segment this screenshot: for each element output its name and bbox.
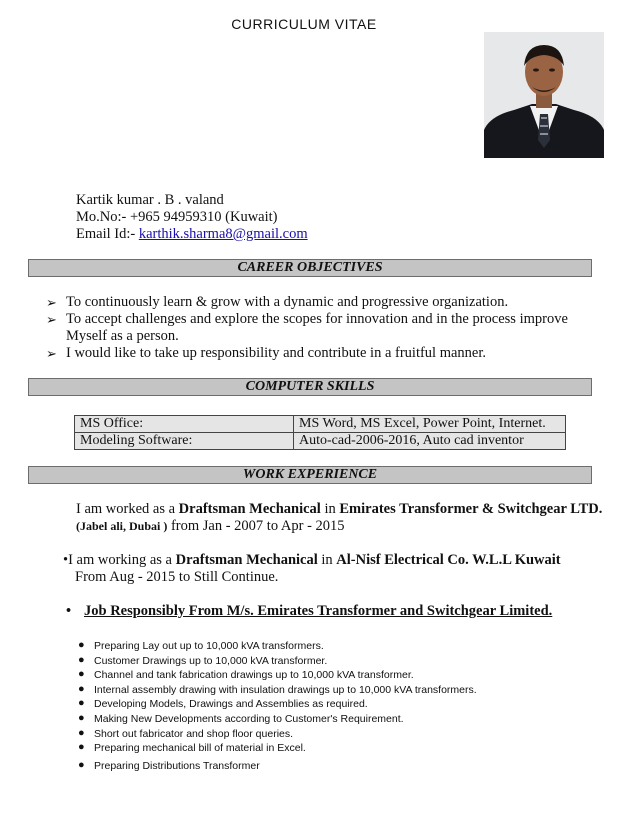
job-period: From Aug - 2015 to Still Continue.	[75, 569, 279, 585]
profile-photo-image	[484, 32, 604, 158]
email-line	[76, 226, 308, 243]
list-item: ● Customer Drawings up to 10,000 kVA transformer.	[78, 653, 328, 667]
round-bullet-icon: •	[63, 552, 69, 568]
tasks-list	[78, 639, 477, 773]
email-link[interactable]: karthik.sharma8@gmail.com	[138, 226, 308, 242]
email-label: Email Id:-	[76, 226, 139, 242]
profile-photo	[484, 32, 604, 158]
round-bullet-icon: ●	[78, 741, 85, 754]
list-item: ➢ To accept challenges and explore the scopes for innovation and in the process improve Myself as a person.	[46, 311, 568, 344]
work-entry-2	[63, 552, 623, 586]
computer-skills-header: COMPUTER SKILLS	[28, 378, 592, 396]
company-name: Al-Nisf Electrical Co. W.L.L Kuwait	[336, 552, 561, 568]
skill-value: MS Word, MS Excel, Power Point, Internet.	[294, 416, 566, 433]
job-role: Draftsman Mechanical	[175, 552, 318, 568]
list-item: ● Short out fabricator and shop floor queries.	[78, 726, 294, 740]
skill-label: Modeling Software:	[75, 433, 294, 450]
round-bullet-icon: •	[66, 603, 72, 619]
work-entry-1-line1: I am worked as a Draftsman Mechanical in Emirates Transformer & Switchgear LTD.	[76, 501, 603, 517]
mobile-number: Mo.No:- +965 94959310 (Kuwait)	[76, 209, 278, 225]
skill-label: MS Office:	[75, 416, 294, 433]
list-item: ➢ I would like to take up responsibility and contribute in a fruitful manner.	[46, 345, 487, 361]
round-bullet-icon: ●	[78, 726, 85, 739]
list-item: ● Developing Models, Drawings and Assemblies as required.	[78, 697, 368, 711]
company-name: Emirates Transformer & Switchgear LTD.	[339, 501, 603, 517]
work-experience-header: WORK EXPERIENCE	[28, 466, 592, 484]
list-item: ➢ To continuously learn & grow with a dynamic and progressive organization.	[46, 294, 509, 310]
list-item: ● Preparing mechanical bill of material in Excel.	[78, 741, 306, 755]
skills-table	[74, 415, 566, 450]
career-objectives-header: CAREER OBJECTIVES	[28, 259, 592, 277]
round-bullet-icon: ●	[78, 639, 85, 651]
list-item: ● Internal assembly drawing with insulation drawings up to 10,000 kVA transformers.	[78, 682, 477, 696]
round-bullet-icon: ●	[78, 653, 85, 666]
list-item: ● Making New Developments according to Customer's Requirement.	[78, 711, 404, 725]
round-bullet-icon: ●	[78, 711, 85, 724]
round-bullet-icon: ●	[78, 697, 85, 710]
job-responsibility-heading: • Job Responsibly From M/s. Emirates Transformer and Switchgear Limited.	[66, 603, 553, 619]
work-entry-1-line2	[76, 518, 621, 535]
round-bullet-icon: ●	[78, 758, 85, 771]
job-period: from Jan - 2007 to Apr - 2015	[167, 518, 345, 534]
list-item: ● Channel and tank fabrication drawings up to 10,000 kVA transformer.	[78, 668, 414, 682]
contact-block	[76, 192, 308, 243]
arrow-bullet-icon: ➢	[46, 346, 57, 361]
candidate-name: Kartik kumar . B . valand	[76, 192, 224, 208]
job-role: Draftsman Mechanical	[178, 501, 321, 517]
objectives-list	[46, 294, 606, 362]
round-bullet-icon: ●	[78, 682, 85, 695]
list-item: ● Preparing Distributions Transformer	[78, 758, 260, 772]
job-location: (Jabel ali, Dubai )	[76, 519, 168, 533]
round-bullet-icon: ●	[78, 668, 85, 681]
table-row	[75, 433, 566, 450]
arrow-bullet-icon: ➢	[46, 295, 57, 310]
work-entry-2-line1: •I am working as a Draftsman Mechanical in Al-Nisf Electrical Co. W.L.L Kuwait	[63, 552, 561, 568]
work-entry-1	[76, 501, 621, 535]
page-title: CURRICULUM VITAE	[231, 16, 377, 32]
arrow-bullet-icon: ➢	[46, 312, 57, 327]
list-item: ● Preparing Lay out up to 10,000 kVA transformers.	[78, 639, 324, 652]
table-row	[75, 416, 566, 433]
skill-value: Auto-cad-2006-2016, Auto cad inventor	[294, 433, 566, 450]
